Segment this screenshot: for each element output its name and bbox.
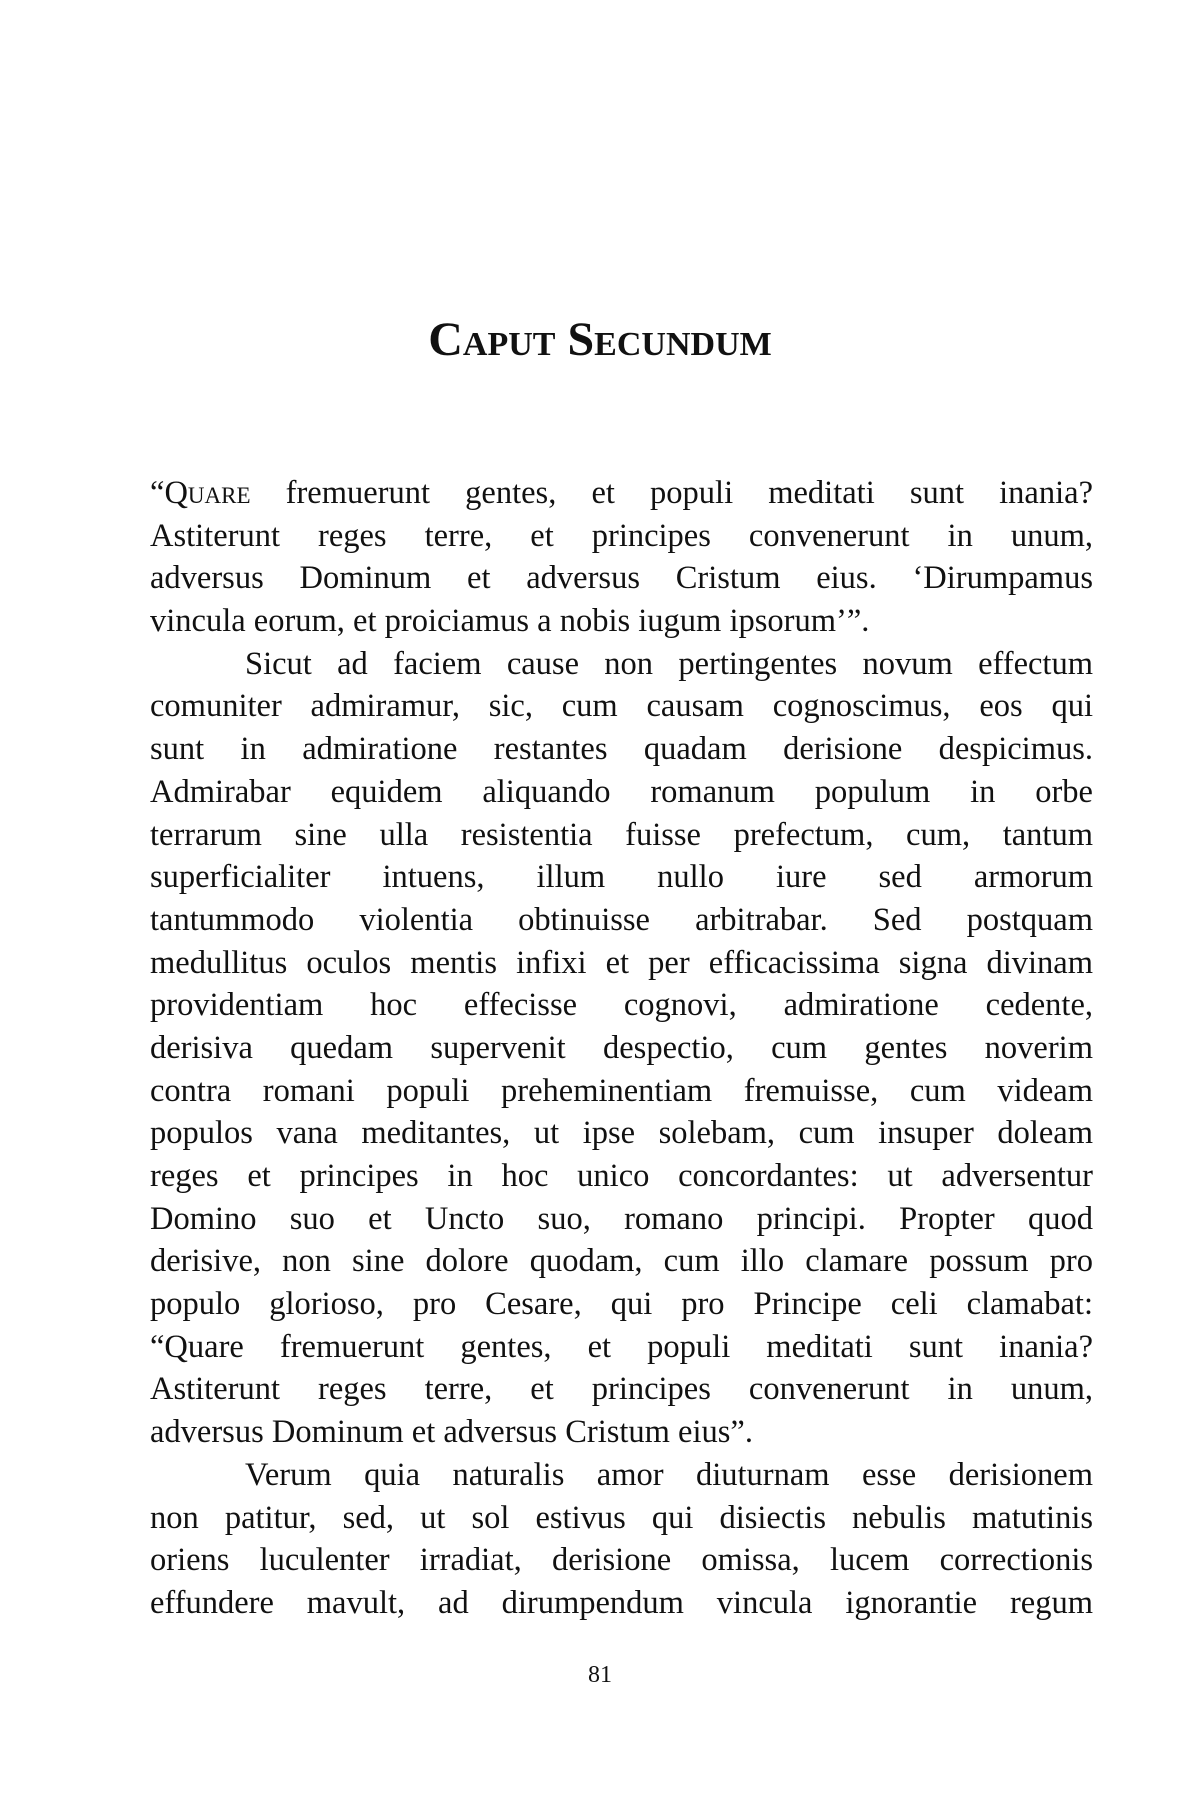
text-line: populo glorioso, pro Cesare, qui pro Principe celi clamabat: [150, 1286, 1093, 1323]
text-line: contra romani populi preheminentiam fremuisse, cum videam [150, 1072, 1093, 1109]
text-line-indented: Verum quia naturalis amor diuturnam esse derisionem [245, 1456, 1093, 1493]
text-line-rest: fremuerunt gentes, et populi meditati sunt inania? [250, 475, 1093, 511]
text-line: Domino suo et Uncto suo, romano principi. Propter quod [150, 1200, 1093, 1237]
text-line: adversus Dominum et adversus Cristum eius. ‘Dirumpamus [150, 560, 1093, 597]
text-line: Astiterunt reges terre, et principes convenerunt in unum, [150, 1371, 1093, 1408]
text-line: populos vana meditantes, ut ipse solebam, cum insuper doleam [150, 1115, 1093, 1152]
body-text [150, 472, 1093, 1625]
text-line: derisiva quedam supervenit despectio, cum gentes noverim [150, 1029, 1093, 1066]
page-number: 81 [588, 1662, 612, 1688]
text-line: vincula eorum, et proiciamus a nobis iugum ipsorum’”. [150, 603, 870, 640]
small-caps-opening-word: Quare [164, 475, 251, 511]
text-line: tantummodo violentia obtinuisse arbitrabar. Sed postquam [150, 901, 1093, 938]
text-line: effundere mavult, ad dirumpendum vincula ignorantie regum [150, 1584, 1093, 1621]
text-line: sunt in admiratione restantes quadam derisione despicimus. [150, 731, 1093, 768]
text-line: adversus Dominum et adversus Cristum eius”. [150, 1414, 753, 1451]
chapter-title: Caput Secundum [428, 313, 772, 367]
text-line [150, 472, 1093, 515]
text-line: medullitus oculos mentis infixi et per efficacissima signa divinam [150, 944, 1093, 981]
text-line: “Quare fremuerunt gentes, et populi meditati sunt inania? [150, 1328, 1093, 1365]
text-line: reges et principes in hoc unico concordantes: ut adversentur [150, 1158, 1093, 1194]
text-line: providentiam hoc effecisse cognovi, admiratione cedente, [150, 987, 1093, 1024]
text-line: Astiterunt reges terre, et principes convenerunt in unum, [150, 517, 1093, 554]
text-line-indented: Sicut ad faciem cause non pertingentes novum effectum [245, 645, 1093, 682]
opening-quote: “ [150, 475, 165, 511]
text-line: comuniter admiramur, sic, cum causam cognoscimus, eos qui [150, 688, 1093, 725]
text-line: oriens luculenter irradiat, derisione omissa, lucem correctionis [150, 1542, 1093, 1579]
text-line: superficialiter intuens, illum nullo iure sed armorum [150, 859, 1093, 896]
text-line: terrarum sine ulla resistentia fuisse prefectum, cum, tantum [150, 816, 1093, 853]
text-line: derisive, non sine dolore quodam, cum illo clamare possum pro [150, 1243, 1093, 1280]
text-line: non patitur, sed, ut sol estivus qui disiectis nebulis matutinis [150, 1499, 1093, 1536]
text-line: Admirabar equidem aliquando romanum populum in orbe [150, 773, 1093, 810]
